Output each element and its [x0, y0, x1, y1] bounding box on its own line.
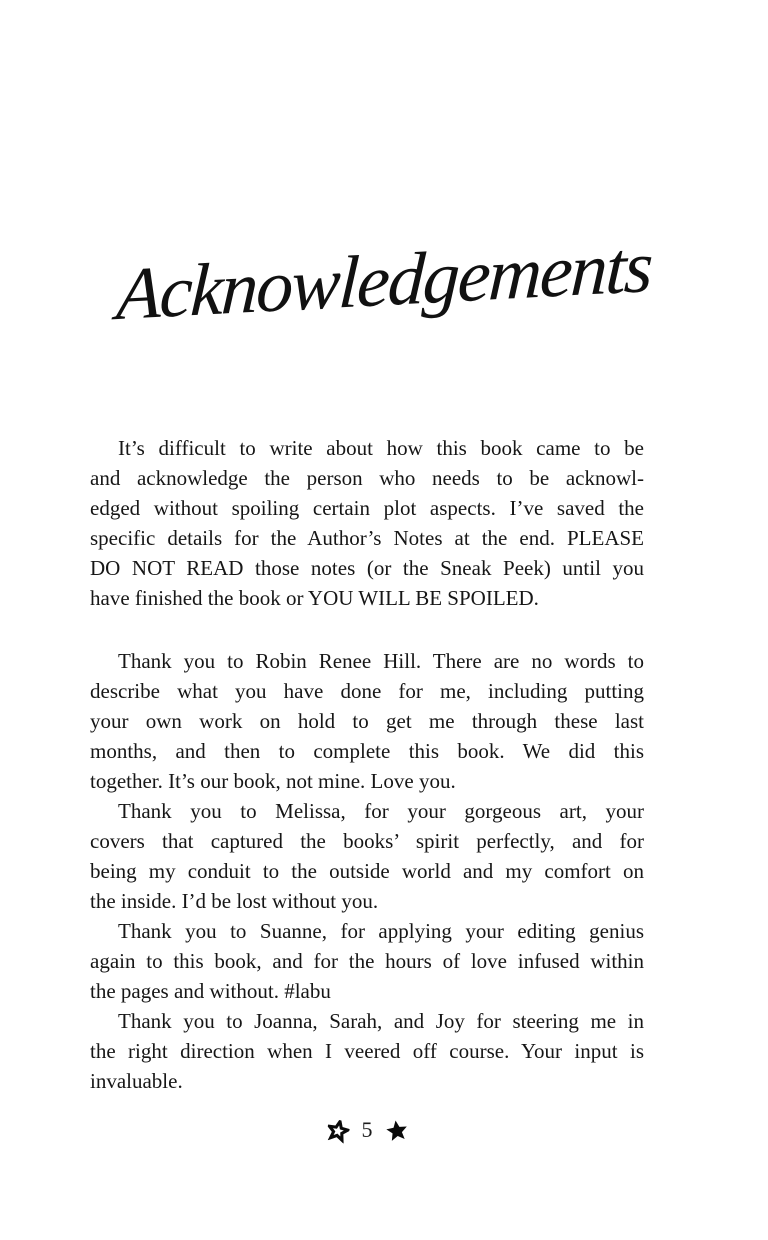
filled-star-icon — [384, 1119, 409, 1144]
text-line: Thank you to Melissa, for your gorgeous art, your — [118, 799, 644, 823]
text-line: DO NOT READ those notes (or the Sneak Peek) until you — [90, 556, 644, 580]
text-line: specific details for the Author’s Notes at the end. PLEASE — [90, 526, 644, 550]
page-number: 5 — [361, 1117, 373, 1142]
text-line: the pages and without. #labu — [90, 979, 331, 1003]
page-footer — [0, 1114, 734, 1148]
text-line: months, and then to complete this book. We did this — [90, 739, 644, 763]
text-line: the right direction when I veered off course. Your input is — [90, 1039, 644, 1063]
text-line: Thank you to Suanne, for applying your editing genius — [118, 919, 644, 943]
text-line: It’s difficult to write about how this book came to be — [118, 436, 644, 460]
text-line: together. It’s our book, not mine. Love you. — [90, 769, 456, 793]
body-text — [90, 433, 644, 1096]
text-line: Thank you to Robin Renee Hill. There are no words to — [118, 649, 644, 673]
text-line: your own work on hold to get me through these last — [90, 709, 644, 733]
text-line: and acknowledge the person who needs to be acknowl- — [90, 466, 644, 490]
text-line: covers that captured the books’ spirit perfectly, and for — [90, 829, 644, 853]
chapter-title: Acknowledgements — [114, 225, 654, 336]
text-line: have finished the book or YOU WILL BE SPOILED. — [90, 586, 539, 610]
text-line: being my conduit to the outside world and my comfort on — [90, 859, 644, 883]
paragraph — [90, 796, 644, 916]
text-line: describe what you have done for me, including putting — [90, 679, 644, 703]
outline-star-icon — [324, 1118, 350, 1144]
paragraph — [90, 433, 644, 613]
text-line: again to this book, and for the hours of love infused within — [90, 949, 644, 973]
paragraph — [90, 916, 644, 1006]
paragraph — [90, 1006, 644, 1096]
text-line: Thank you to Joanna, Sarah, and Joy for steering me in — [118, 1009, 644, 1033]
text-line: the inside. I’d be lost without you. — [90, 889, 379, 913]
text-line: edged without spoiling certain plot aspects. I’ve saved the — [90, 496, 644, 520]
text-line: invaluable. — [90, 1069, 183, 1093]
paragraph — [90, 646, 644, 796]
